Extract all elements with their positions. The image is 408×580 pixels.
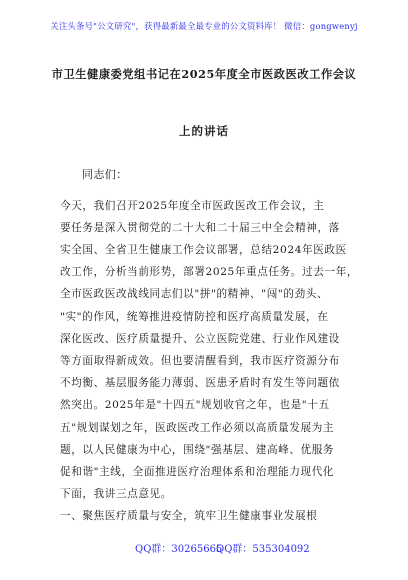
body-line: "实"的作风，统筹推进疫情防控和医疗高质量发展，在 [60, 311, 329, 323]
section-heading: 一、聚焦医疗质量与安全，筑牢卫生健康事业发展根 [60, 510, 318, 522]
body-line: 深化医改、医疗质量提升、公立医院党建、行业作风建设 [60, 333, 340, 345]
body-line: 要任务是深入贯彻党的二十大和二十届三中全会精神，落 [60, 222, 340, 234]
body-line: 今天，我们召开2025年度全市医政医改工作会议，主 [60, 200, 325, 212]
body-line: 下面，我讲三点意见。 [60, 488, 172, 500]
promo-banner: 关注头条号"公文研究"，获得最新最全最专业的公文资料库！ 微信：gongwenyj [50, 21, 358, 31]
body-line: 五"规划谋划之年，医政医改工作必须以高质量发展为主 [60, 422, 335, 434]
body-line: 促和谐"主线，全面推进医疗治理体系和治理能力现代化 [60, 466, 335, 478]
document-title-continued: 上的讲话 [179, 124, 229, 138]
qq-group-2: QQ群：535304092 [216, 544, 310, 555]
body-line: 然突出。2025年是"十四五"规划收官之年，也是"十五 [60, 399, 330, 411]
body-line: 实全国、全省卫生健康工作会议部署，总结2024年医政医 [60, 244, 347, 256]
qq-group-1: QQ群：30265665 [135, 544, 223, 555]
document-title: 市卫生健康委党组书记在2025年度全市医政医改工作会议 [51, 67, 357, 81]
body-line: 等方面取得新成效。但也要清醒看到，我市医疗资源分布 [60, 355, 340, 367]
body-line: 改工作，分析当前形势，部署2025年重点任务。过去一年， [60, 266, 359, 278]
salutation: 同志们： [82, 168, 128, 181]
body-line: 全市医政医改战线同志们以"拼"的精神、"闯"的劲头、 [60, 288, 329, 300]
body-line: 题，以人民健康为中心，围绕"强基层、建高峰、优服务 [60, 444, 335, 456]
body-line: 不均衡、基层服务能力薄弱、医患矛盾时有发生等问题依 [60, 377, 340, 389]
